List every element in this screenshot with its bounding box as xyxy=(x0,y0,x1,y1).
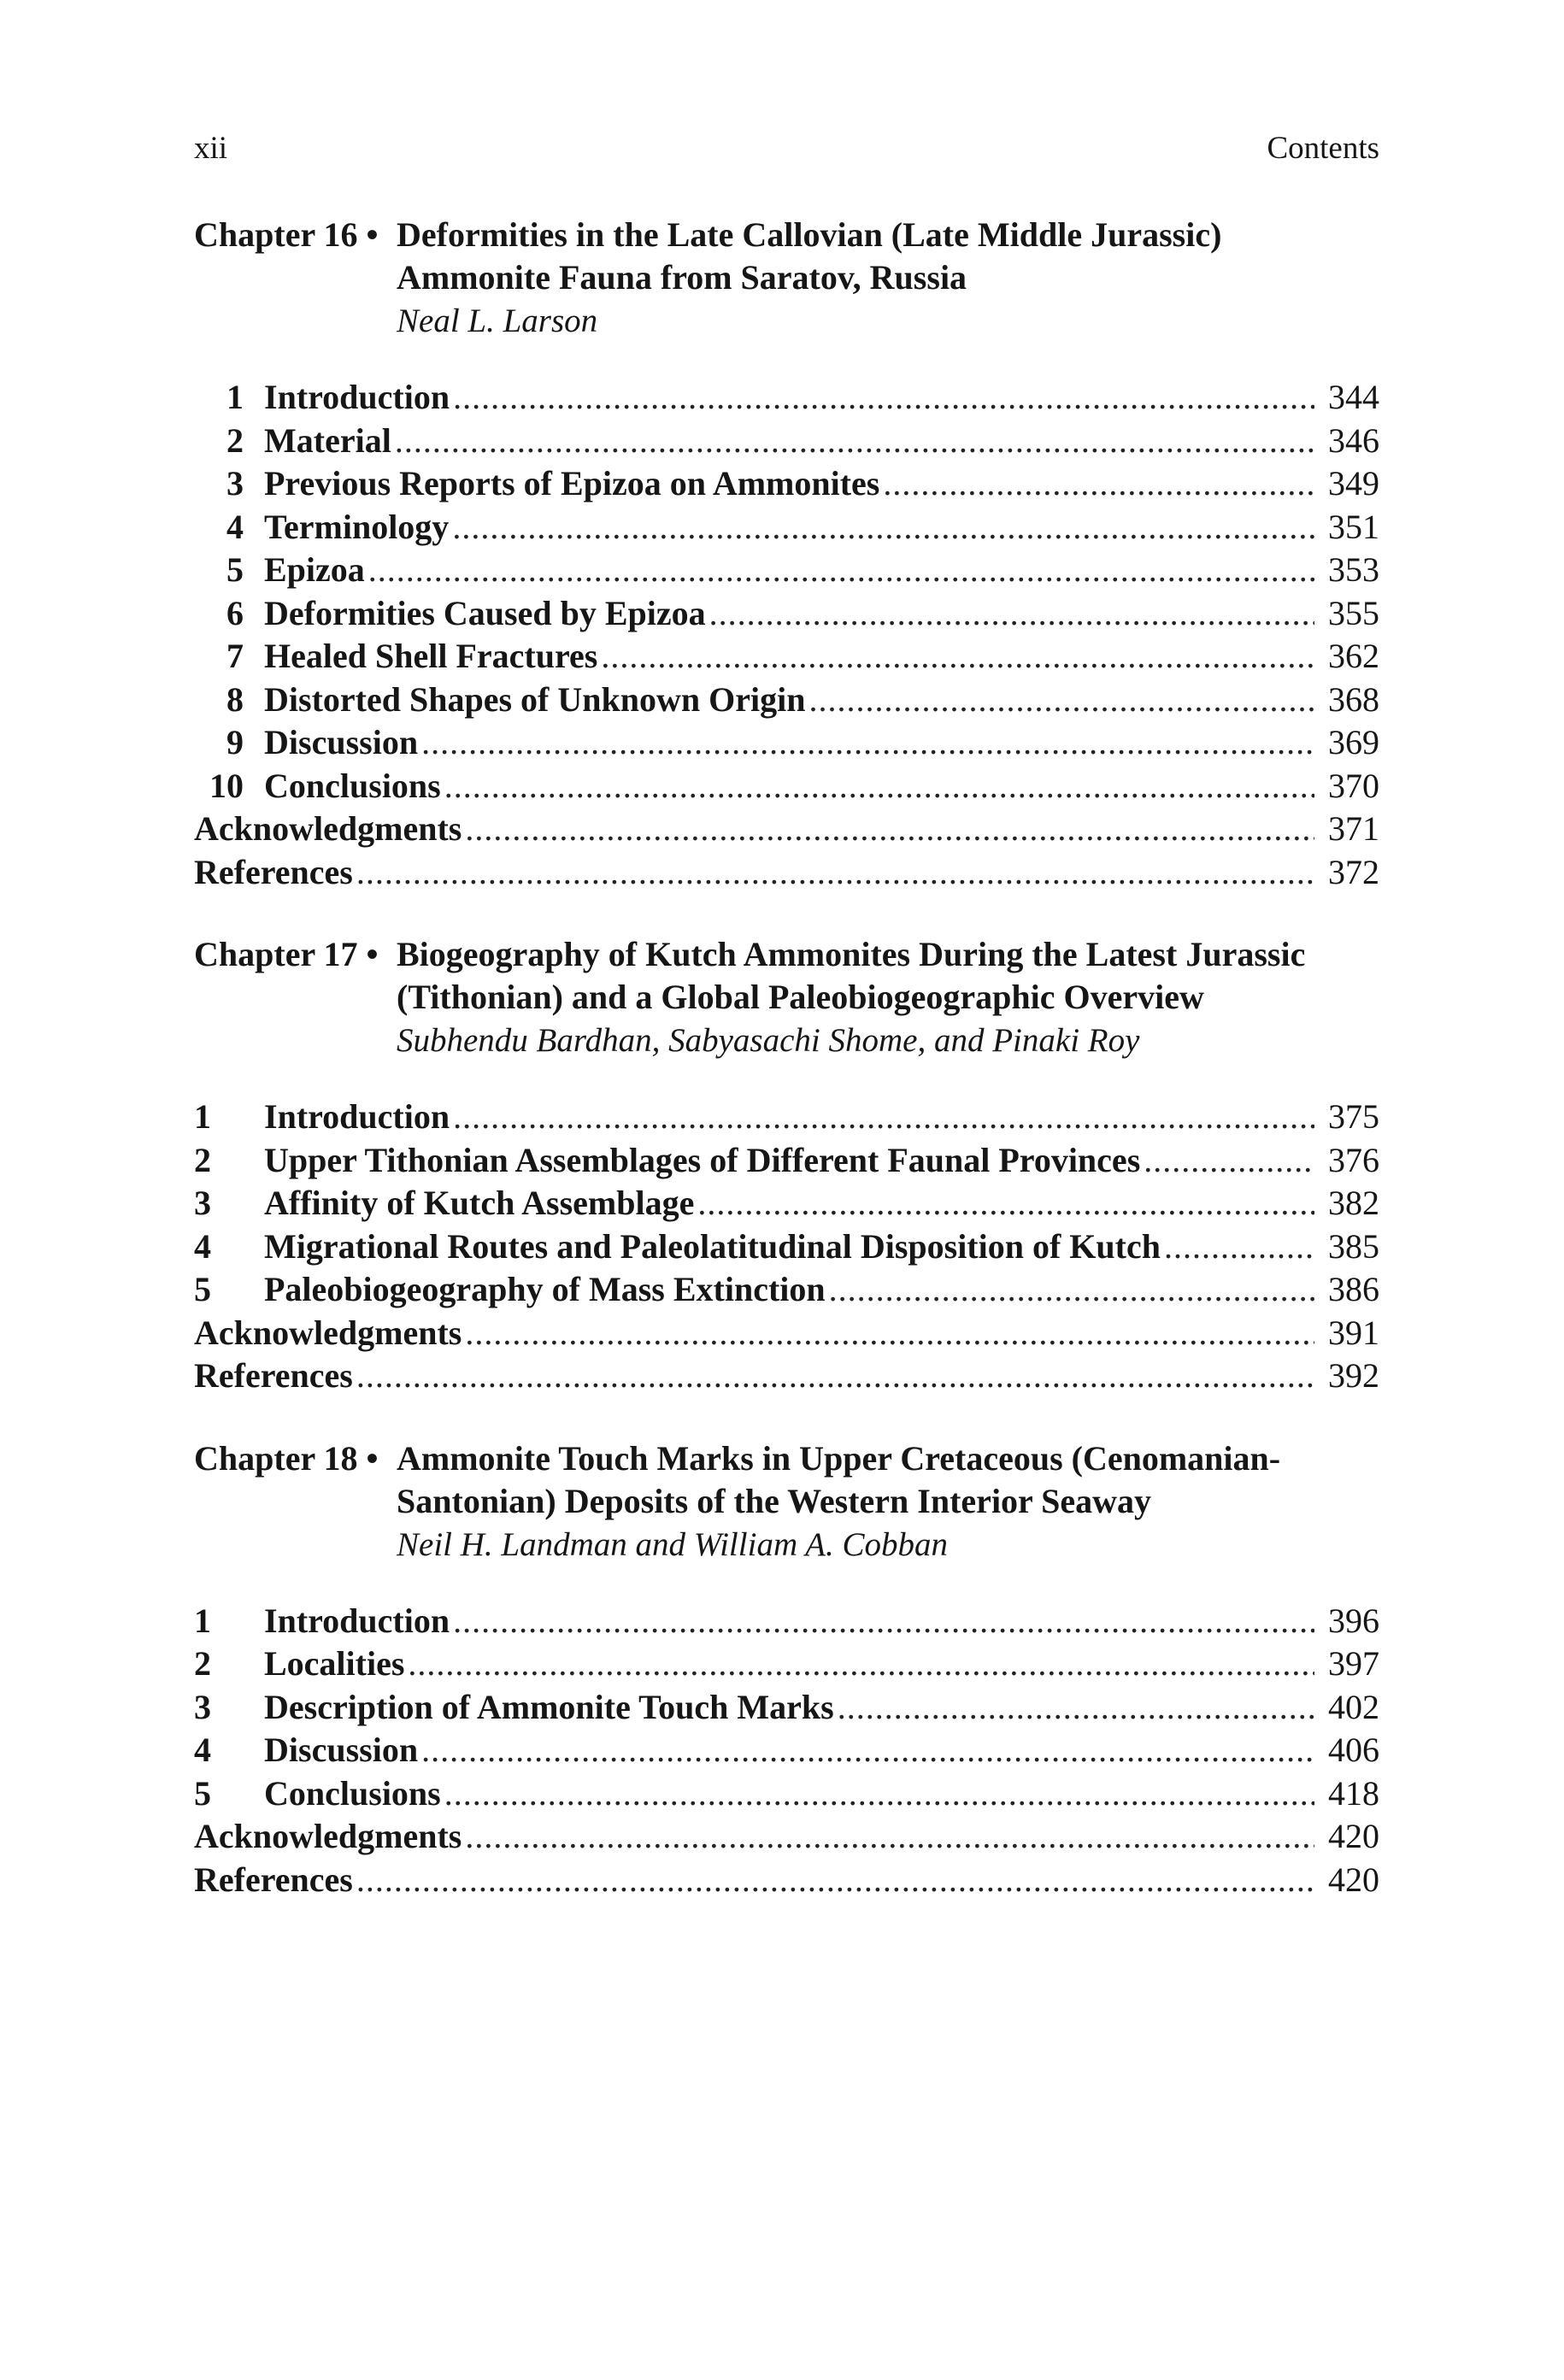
dot-leader xyxy=(452,506,1314,549)
toc-title: Material xyxy=(264,420,391,460)
chapter-authors: Subhendu Bardhan, Sabyasachi Shome, and Pinaki Roy xyxy=(397,1022,1140,1059)
toc-entry[interactable] xyxy=(194,1225,1379,1269)
toc-number: 9 xyxy=(226,723,244,761)
dot-leader xyxy=(838,1686,1314,1730)
toc-entry[interactable] xyxy=(194,1139,1379,1183)
toc-entry-acknowledgments[interactable] xyxy=(194,1815,1379,1859)
toc-title: References xyxy=(194,852,353,891)
toc-number: 1 xyxy=(194,1097,211,1136)
dot-leader xyxy=(408,1642,1314,1686)
toc-title: References xyxy=(194,1860,353,1899)
toc-number: 7 xyxy=(226,637,244,675)
chapter-label: Chapter 16 • xyxy=(194,215,387,254)
toc-page-number: 382 xyxy=(1328,1184,1379,1222)
chapter-title[interactable]: Biogeography of Kutch Ammonites During the Latest Jurassic (Tithonian) and a Global Paleobiogeographic Overview xyxy=(397,935,1306,1016)
dot-leader xyxy=(356,851,1314,895)
toc-entry[interactable] xyxy=(194,462,1379,506)
toc-number: 5 xyxy=(194,1270,211,1308)
toc-title: Terminology xyxy=(264,507,450,546)
toc-page-number: 420 xyxy=(1328,1817,1379,1855)
toc-page-number: 392 xyxy=(1328,1356,1379,1395)
running-head-section: Contents xyxy=(1267,131,1379,166)
toc-page-number: 376 xyxy=(1328,1140,1379,1179)
toc-entry[interactable] xyxy=(194,765,1379,808)
chapter-authors: Neil H. Landman and William A. Cobban xyxy=(397,1525,948,1563)
toc-number: 1 xyxy=(226,378,244,416)
chapter-17 xyxy=(194,933,1379,1398)
dot-leader xyxy=(453,376,1314,420)
toc-entry[interactable] xyxy=(194,506,1379,549)
toc-page-number: 402 xyxy=(1328,1687,1379,1726)
chapter-label: Chapter 18 • xyxy=(194,1438,387,1478)
dot-leader xyxy=(444,1772,1314,1816)
toc-entry[interactable] xyxy=(194,376,1379,420)
dot-leader xyxy=(368,549,1314,592)
chapter-16 xyxy=(194,214,1379,894)
toc-title: Affinity of Kutch Assemblage xyxy=(264,1184,695,1222)
toc-title: Upper Tithonian Assemblages of Different Faunal Provinces xyxy=(264,1140,1141,1179)
toc-number: 4 xyxy=(194,1731,211,1769)
toc-number: 5 xyxy=(194,1773,211,1813)
toc-title: Epizoa xyxy=(264,550,365,589)
toc-page-number: 368 xyxy=(1328,679,1379,719)
dot-leader xyxy=(421,1729,1314,1772)
dot-leader xyxy=(444,765,1314,808)
toc-number: 10 xyxy=(209,766,244,805)
toc-title: Conclusions xyxy=(264,1773,441,1813)
dot-leader xyxy=(356,1859,1314,1902)
toc-title: Discussion xyxy=(264,723,419,761)
toc-page-number: 418 xyxy=(1328,1773,1379,1813)
toc-entry[interactable] xyxy=(194,1096,1379,1139)
dot-leader xyxy=(829,1268,1314,1312)
dot-leader xyxy=(395,420,1314,463)
toc-entry-references[interactable] xyxy=(194,1859,1379,1902)
toc-number: 4 xyxy=(226,507,244,546)
toc-page-number: 355 xyxy=(1328,593,1379,632)
toc-page-number: 406 xyxy=(1328,1731,1379,1769)
toc-number: 1 xyxy=(194,1601,211,1640)
chapter-title[interactable]: Ammonite Touch Marks in Upper Cretaceous (Cenomanian- Santonian) Deposits of the Western Interior Seaway xyxy=(397,1438,1281,1520)
dot-leader xyxy=(808,679,1314,722)
toc-entry[interactable] xyxy=(194,420,1379,463)
dot-leader xyxy=(601,635,1314,679)
toc-entry[interactable] xyxy=(194,549,1379,592)
toc-page-number: 351 xyxy=(1328,507,1379,546)
toc-page-number: 353 xyxy=(1328,550,1379,589)
toc-number: 6 xyxy=(226,593,244,632)
toc-title: Distorted Shapes of Unknown Origin xyxy=(264,679,806,719)
dot-leader xyxy=(883,462,1314,506)
toc-page-number: 349 xyxy=(1328,464,1379,502)
toc-entry[interactable] xyxy=(194,1772,1379,1816)
toc-number: 3 xyxy=(226,464,244,502)
chapter-title[interactable]: Deformities in the Late Callovian (Late Middle Jurassic) Ammonite Fauna from Saratov, Russia xyxy=(397,215,1222,297)
toc-title: Localities xyxy=(264,1644,405,1683)
dot-leader xyxy=(465,1312,1314,1355)
toc-title: Introduction xyxy=(264,1601,450,1640)
toc-entry-acknowledgments[interactable] xyxy=(194,808,1379,851)
toc-number: 3 xyxy=(194,1687,211,1726)
toc-title: Introduction xyxy=(264,1097,450,1136)
toc-entry[interactable] xyxy=(194,1268,1379,1312)
dot-leader xyxy=(465,808,1314,851)
toc-title: Migrational Routes and Paleolatitudinal Disposition of Kutch xyxy=(264,1226,1161,1266)
toc-page-number: 346 xyxy=(1328,420,1379,460)
toc-entry[interactable] xyxy=(194,1686,1379,1730)
toc-entry-acknowledgments[interactable] xyxy=(194,1312,1379,1355)
toc-page-number: 371 xyxy=(1328,809,1379,848)
toc-number: 3 xyxy=(194,1184,211,1222)
toc-number: 8 xyxy=(226,679,244,719)
toc-number: 2 xyxy=(194,1644,211,1683)
toc-list xyxy=(194,1096,1379,1398)
toc-number: 2 xyxy=(226,420,244,460)
chapter-18 xyxy=(194,1437,1379,1902)
toc-page-number: 344 xyxy=(1328,378,1379,416)
toc-entry-references[interactable] xyxy=(194,1355,1379,1398)
toc-list xyxy=(194,1600,1379,1902)
toc-title: Deformities Caused by Epizoa xyxy=(264,593,706,632)
chapter-heading xyxy=(194,933,1379,1063)
dot-leader xyxy=(1164,1225,1314,1269)
toc-entry[interactable] xyxy=(194,592,1379,636)
chapter-heading xyxy=(194,214,1379,344)
toc-entry[interactable] xyxy=(194,1600,1379,1643)
toc-title: Acknowledgments xyxy=(194,1313,462,1352)
dot-leader xyxy=(1144,1139,1314,1183)
dot-leader xyxy=(356,1355,1314,1398)
toc-title: Previous Reports of Epizoa on Ammonites xyxy=(264,464,880,502)
toc-title: Paleobiogeography of Mass Extinction xyxy=(264,1270,826,1308)
toc-page-number: 385 xyxy=(1328,1226,1379,1266)
dot-leader xyxy=(453,1096,1314,1139)
toc-title: Description of Ammonite Touch Marks xyxy=(264,1687,834,1726)
toc-page-number: 391 xyxy=(1328,1313,1379,1352)
dot-leader xyxy=(421,721,1314,765)
toc-number: 2 xyxy=(194,1140,211,1179)
toc-page-number: 369 xyxy=(1328,723,1379,761)
contents-page xyxy=(194,128,1379,1901)
toc-title: Acknowledgments xyxy=(194,809,462,848)
toc-page-number: 375 xyxy=(1328,1097,1379,1136)
toc-title: Healed Shell Fractures xyxy=(264,637,598,675)
toc-number: 5 xyxy=(226,550,244,589)
toc-page-number: 386 xyxy=(1328,1270,1379,1308)
toc-page-number: 370 xyxy=(1328,766,1379,805)
toc-page-number: 372 xyxy=(1328,852,1379,891)
toc-title: References xyxy=(194,1356,353,1395)
toc-title: Introduction xyxy=(264,378,450,416)
toc-entry[interactable] xyxy=(194,721,1379,765)
chapter-heading xyxy=(194,1437,1379,1567)
toc-entry[interactable] xyxy=(194,1729,1379,1772)
dot-leader xyxy=(697,1182,1314,1225)
toc-title: Conclusions xyxy=(264,766,441,805)
toc-entry[interactable] xyxy=(194,635,1379,679)
toc-title: Acknowledgments xyxy=(194,1817,462,1855)
chapter-authors: Neal L. Larson xyxy=(397,303,598,339)
toc-number: 4 xyxy=(194,1226,211,1266)
toc-title: Discussion xyxy=(264,1731,419,1769)
page-folio: xii xyxy=(194,131,228,166)
toc-page-number: 362 xyxy=(1328,637,1379,675)
dot-leader xyxy=(709,592,1314,636)
dot-leader xyxy=(465,1815,1314,1859)
running-head xyxy=(194,128,1379,169)
toc-entry[interactable] xyxy=(194,679,1379,722)
toc-entry[interactable] xyxy=(194,1642,1379,1686)
toc-entry[interactable] xyxy=(194,1182,1379,1225)
toc-page-number: 397 xyxy=(1328,1644,1379,1683)
chapter-label: Chapter 17 • xyxy=(194,935,387,973)
toc-entry-references[interactable] xyxy=(194,851,1379,895)
toc-list xyxy=(194,376,1379,894)
toc-page-number: 396 xyxy=(1328,1601,1379,1640)
dot-leader xyxy=(453,1600,1314,1643)
toc-page-number: 420 xyxy=(1328,1860,1379,1899)
